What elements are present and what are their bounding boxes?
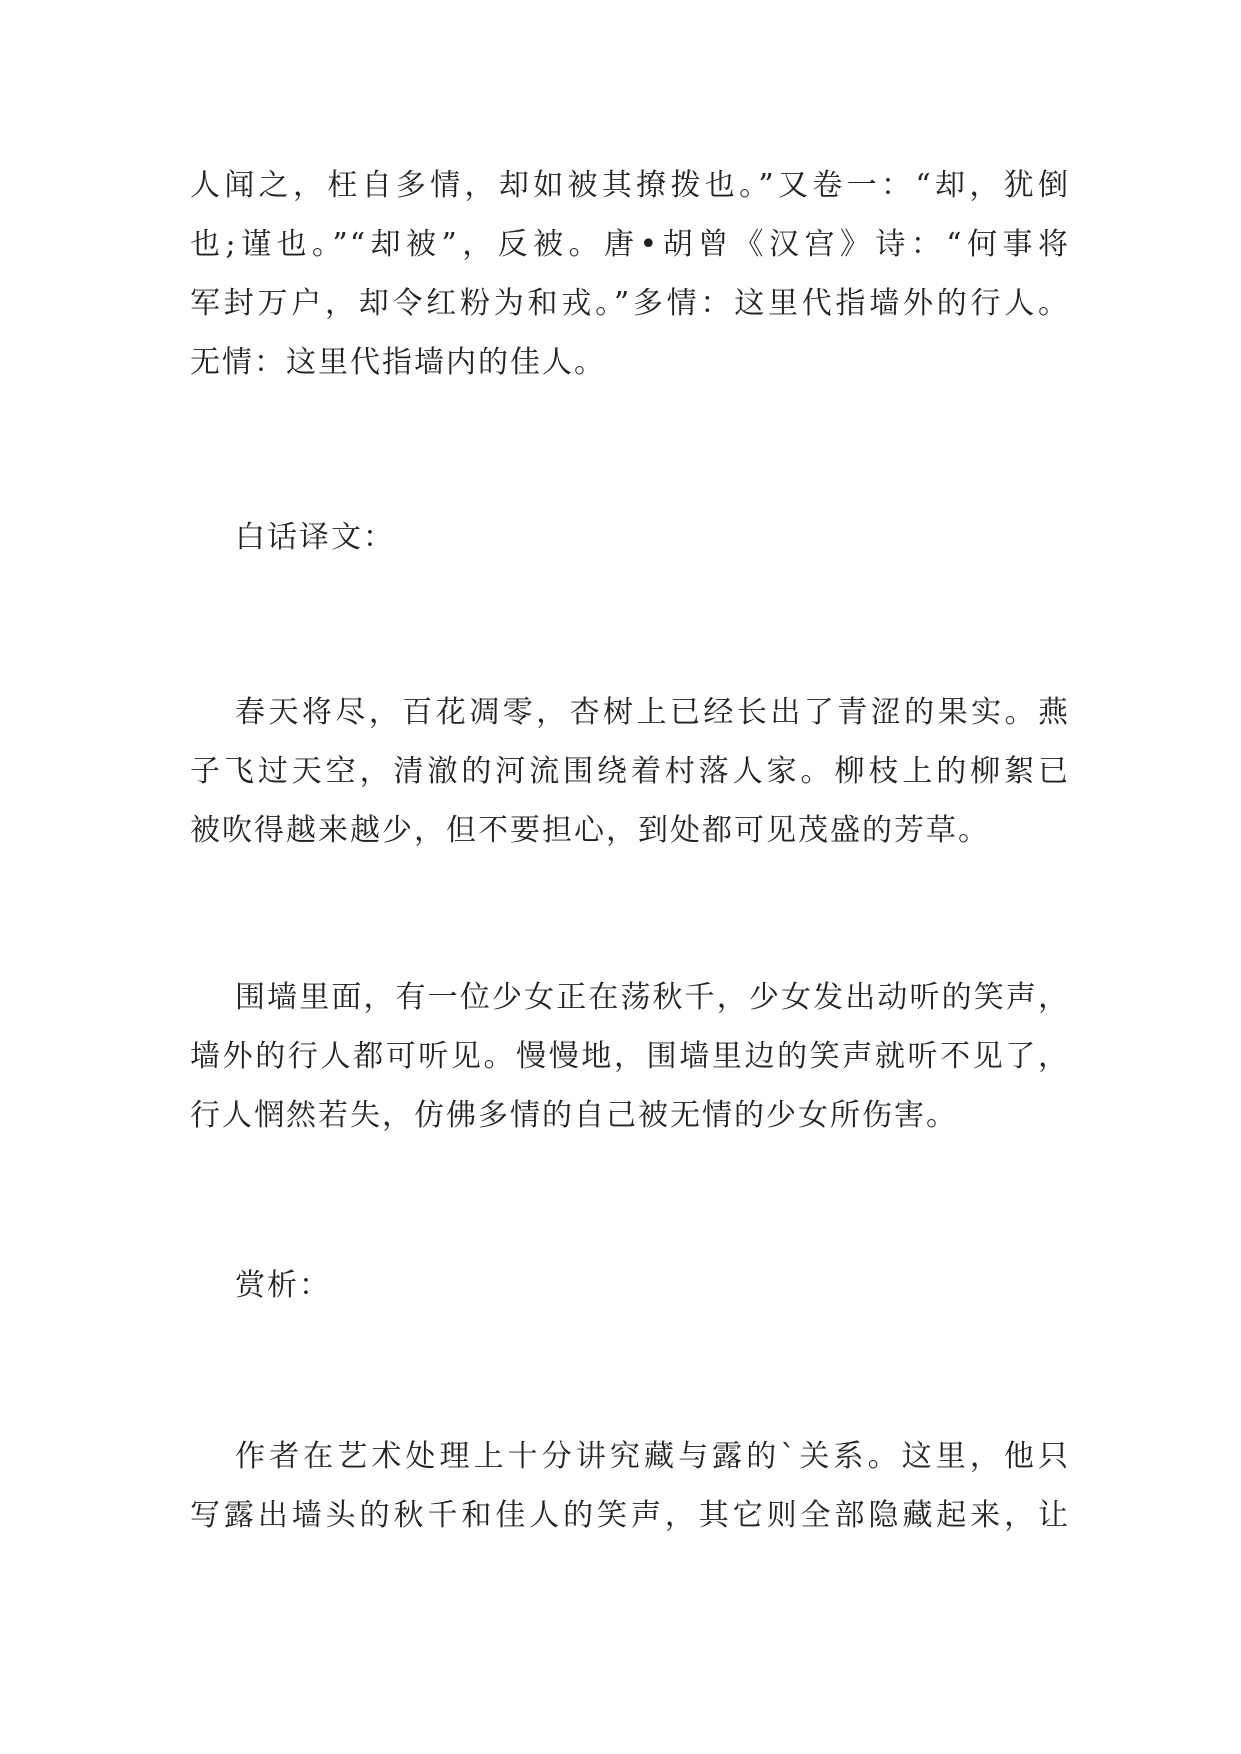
text-line: 军封万户，却令红粉为和戎。”多情：这里代指墙外的行人。: [190, 286, 1070, 321]
text-line: 行人惘然若失，仿佛多情的自己被无情的少女所伤害。: [190, 1098, 958, 1133]
text-line: 春天将尽，百花凋零，杏树上已经长出了青涩的果实。燕: [235, 695, 1070, 730]
appreciation-paragraph: [190, 1427, 1070, 1545]
translation-paragraph-1: [190, 683, 1070, 860]
text-line: 人闻之，枉自多情，却如被其撩拨也。”又卷一：“却，犹倒: [190, 168, 1070, 203]
appreciation-heading: [190, 1256, 1070, 1315]
heading-text: 白话译文：: [235, 520, 395, 555]
text-line: 无情：这里代指墙内的佳人。: [190, 345, 606, 380]
text-line: 墙外的行人都可听见。慢慢地，围墙里边的笑声就听不见了，: [190, 1039, 1070, 1074]
text-line: 也;谨也。”“却被”，反被。唐•胡曾《汉宫》诗：“何事将: [190, 227, 1070, 262]
text-line: 写露出墙头的秋千和佳人的笑声，其它则全部隐藏起来，让: [190, 1498, 1070, 1533]
text-line: 子飞过天空，清澈的河流围绕着村落人家。柳枝上的柳絮已: [190, 754, 1070, 789]
translation-heading: [190, 508, 1070, 567]
text-line: 作者在艺术处理上十分讲究藏与露的`关系。这里，他只: [235, 1439, 1070, 1474]
translation-paragraph-2: [190, 968, 1070, 1145]
text-line: 被吹得越来越少，但不要担心，到处都可见茂盛的芳草。: [190, 813, 990, 848]
heading-text: 赏析：: [235, 1268, 331, 1303]
text-line: 围墙里面，有一位少女正在荡秋千，少女发出动听的笑声，: [235, 980, 1070, 1015]
annotation-paragraph: [190, 156, 1070, 392]
